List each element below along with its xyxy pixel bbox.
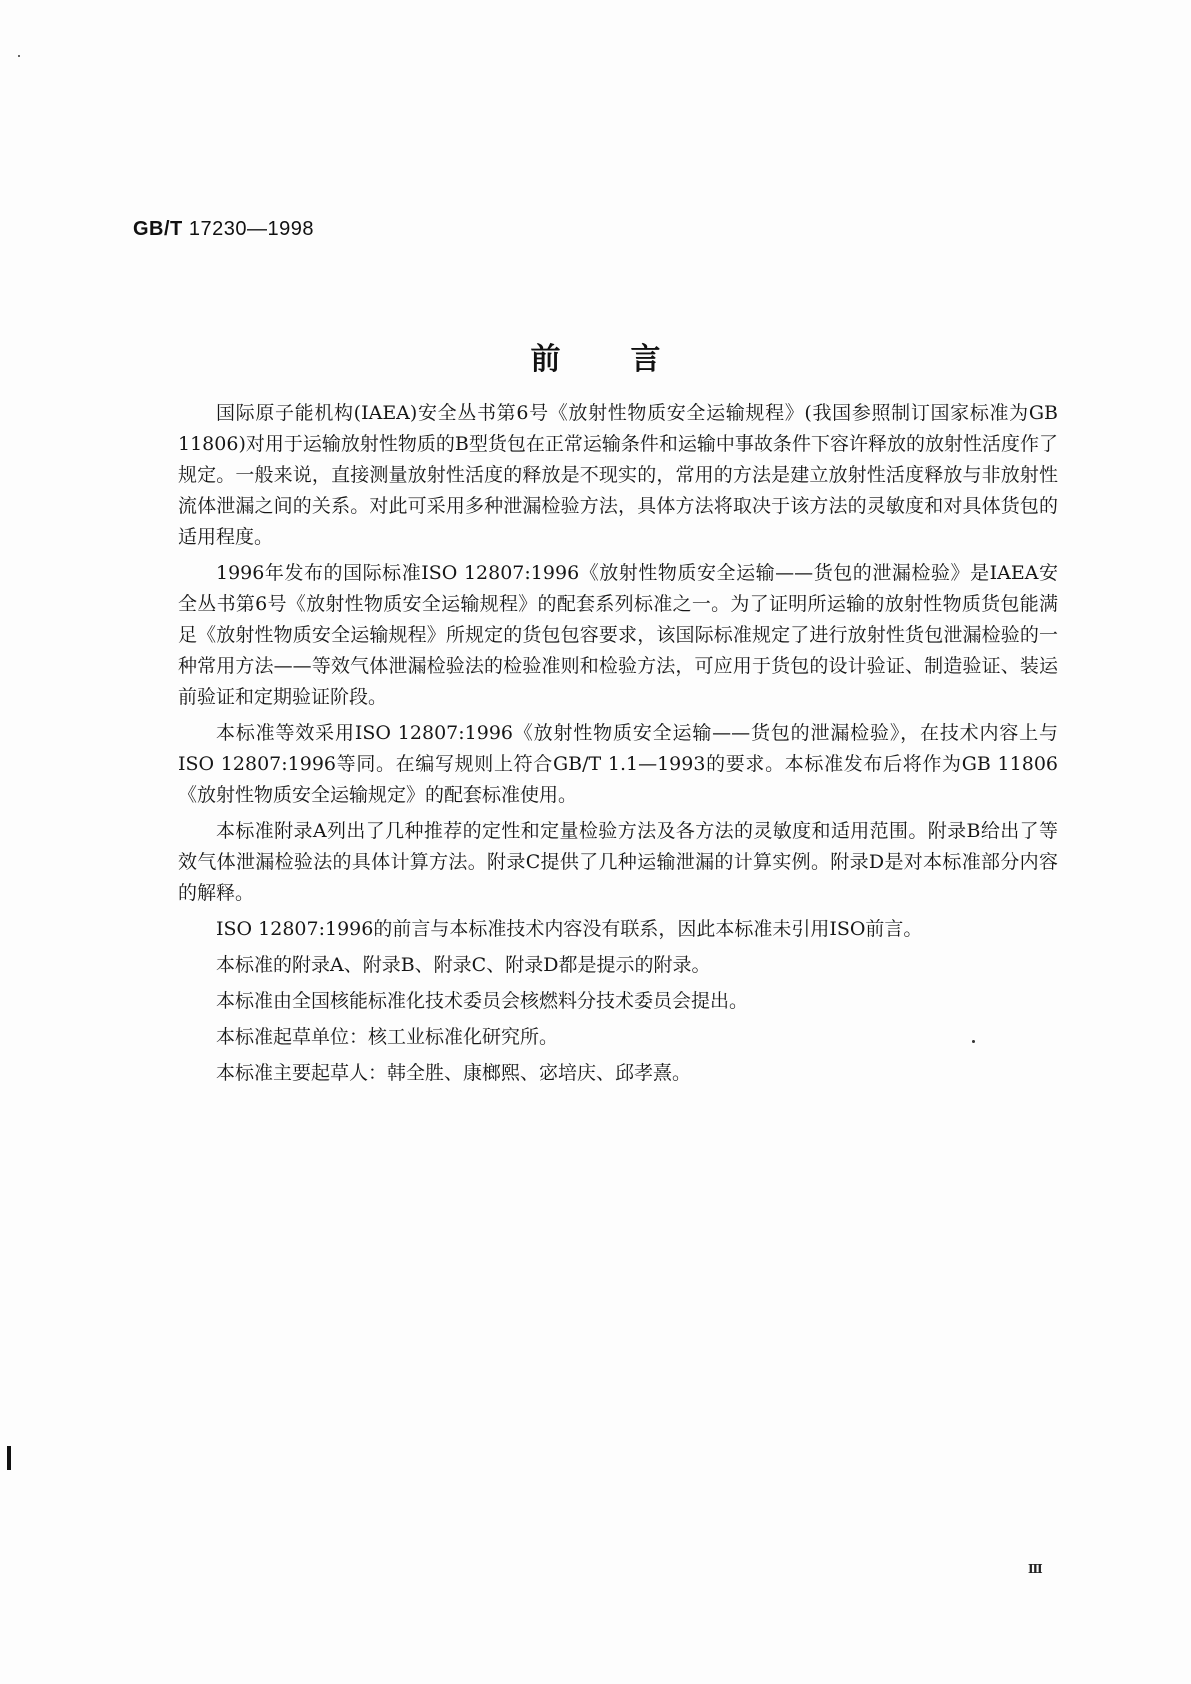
scan-artifact-mark — [7, 1446, 11, 1470]
foreword-body — [178, 398, 1058, 1094]
standard-number: 17230—1998 — [182, 218, 314, 240]
scan-artifact-dot — [18, 55, 20, 57]
paragraph-1: 国际原子能机构(IAEA)安全丛书第6号《放射性物质安全运输规程》(我国参照制订国家标准为GB 11806)对用于运输放射性物质的B型货包在正常运输条件和运输中事故条件下容许释放的放射性活度作了规定。一般来说，直接测量放射性活度的释放是不现实的，常用的方法是建立放射性活度释放与非放射性流体泄漏之间的关系。对此可采用多种泄漏检验方法，具体方法将取决于该方法的灵敏度和对具体货包的适用程度。 — [178, 402, 1058, 548]
paragraph-4: 本标准附录A列出了几种推荐的定性和定量检验方法及各方法的灵敏度和适用范围。附录B给出了等效气体泄漏检验法的具体计算方法。附录C提供了几种运输泄漏的计算实例。附录D是对本标准部分内容的解释。 — [178, 820, 1058, 904]
paragraph-9: 本标准主要起草人：韩全胜、康榔熙、宓培庆、邱孝熹。 — [216, 1062, 692, 1084]
paragraph-5: ISO 12807:1996的前言与本标准技术内容没有联系，因此本标准未引用ISO前言。 — [216, 918, 923, 940]
paragraph-7: 本标准由全国核能标准化技术委员会核燃料分技术委员会提出。 — [216, 990, 749, 1012]
page-number: Ⅲ — [1028, 1562, 1043, 1576]
page-title: 前言 — [530, 342, 731, 377]
paragraph-2: 1996年发布的国际标准ISO 12807:1996《放射性物质安全运输——货包的泄漏检验》是IAEA安全丛书第6号《放射性物质安全运输规程》的配套系列标准之一。为了证明所运输的放射性物质货包能满足《放射性物质安全运输规程》所规定的货包包容要求，该国际标准规定了进行放射性货包泄漏检验的一种常用方法——等效气体泄漏检验法的检验准则和检验方法，可应用于货包的设计验证、制造验证、装运前验证和定期验证阶段。 — [178, 562, 1058, 708]
standard-prefix: GB/T — [133, 218, 183, 240]
paragraph-3: 本标准等效采用ISO 12807:1996《放射性物质安全运输——货包的泄漏检验》，在技术内容上与ISO 12807:1996等同。在编写规则上符合GB/T 1.1—1993的要求。本标准发布后将作为GB 11806《放射性物质安全运输规定》的配套标准使用。 — [178, 722, 1059, 806]
paragraph-8: 本标准起草单位：核工业标准化研究所。 — [216, 1026, 559, 1048]
standard-code — [133, 218, 314, 241]
paragraph-6: 本标准的附录A、附录B、附录C、附录D都是提示的附录。 — [216, 954, 711, 976]
scan-artifact-dot — [972, 1040, 975, 1043]
